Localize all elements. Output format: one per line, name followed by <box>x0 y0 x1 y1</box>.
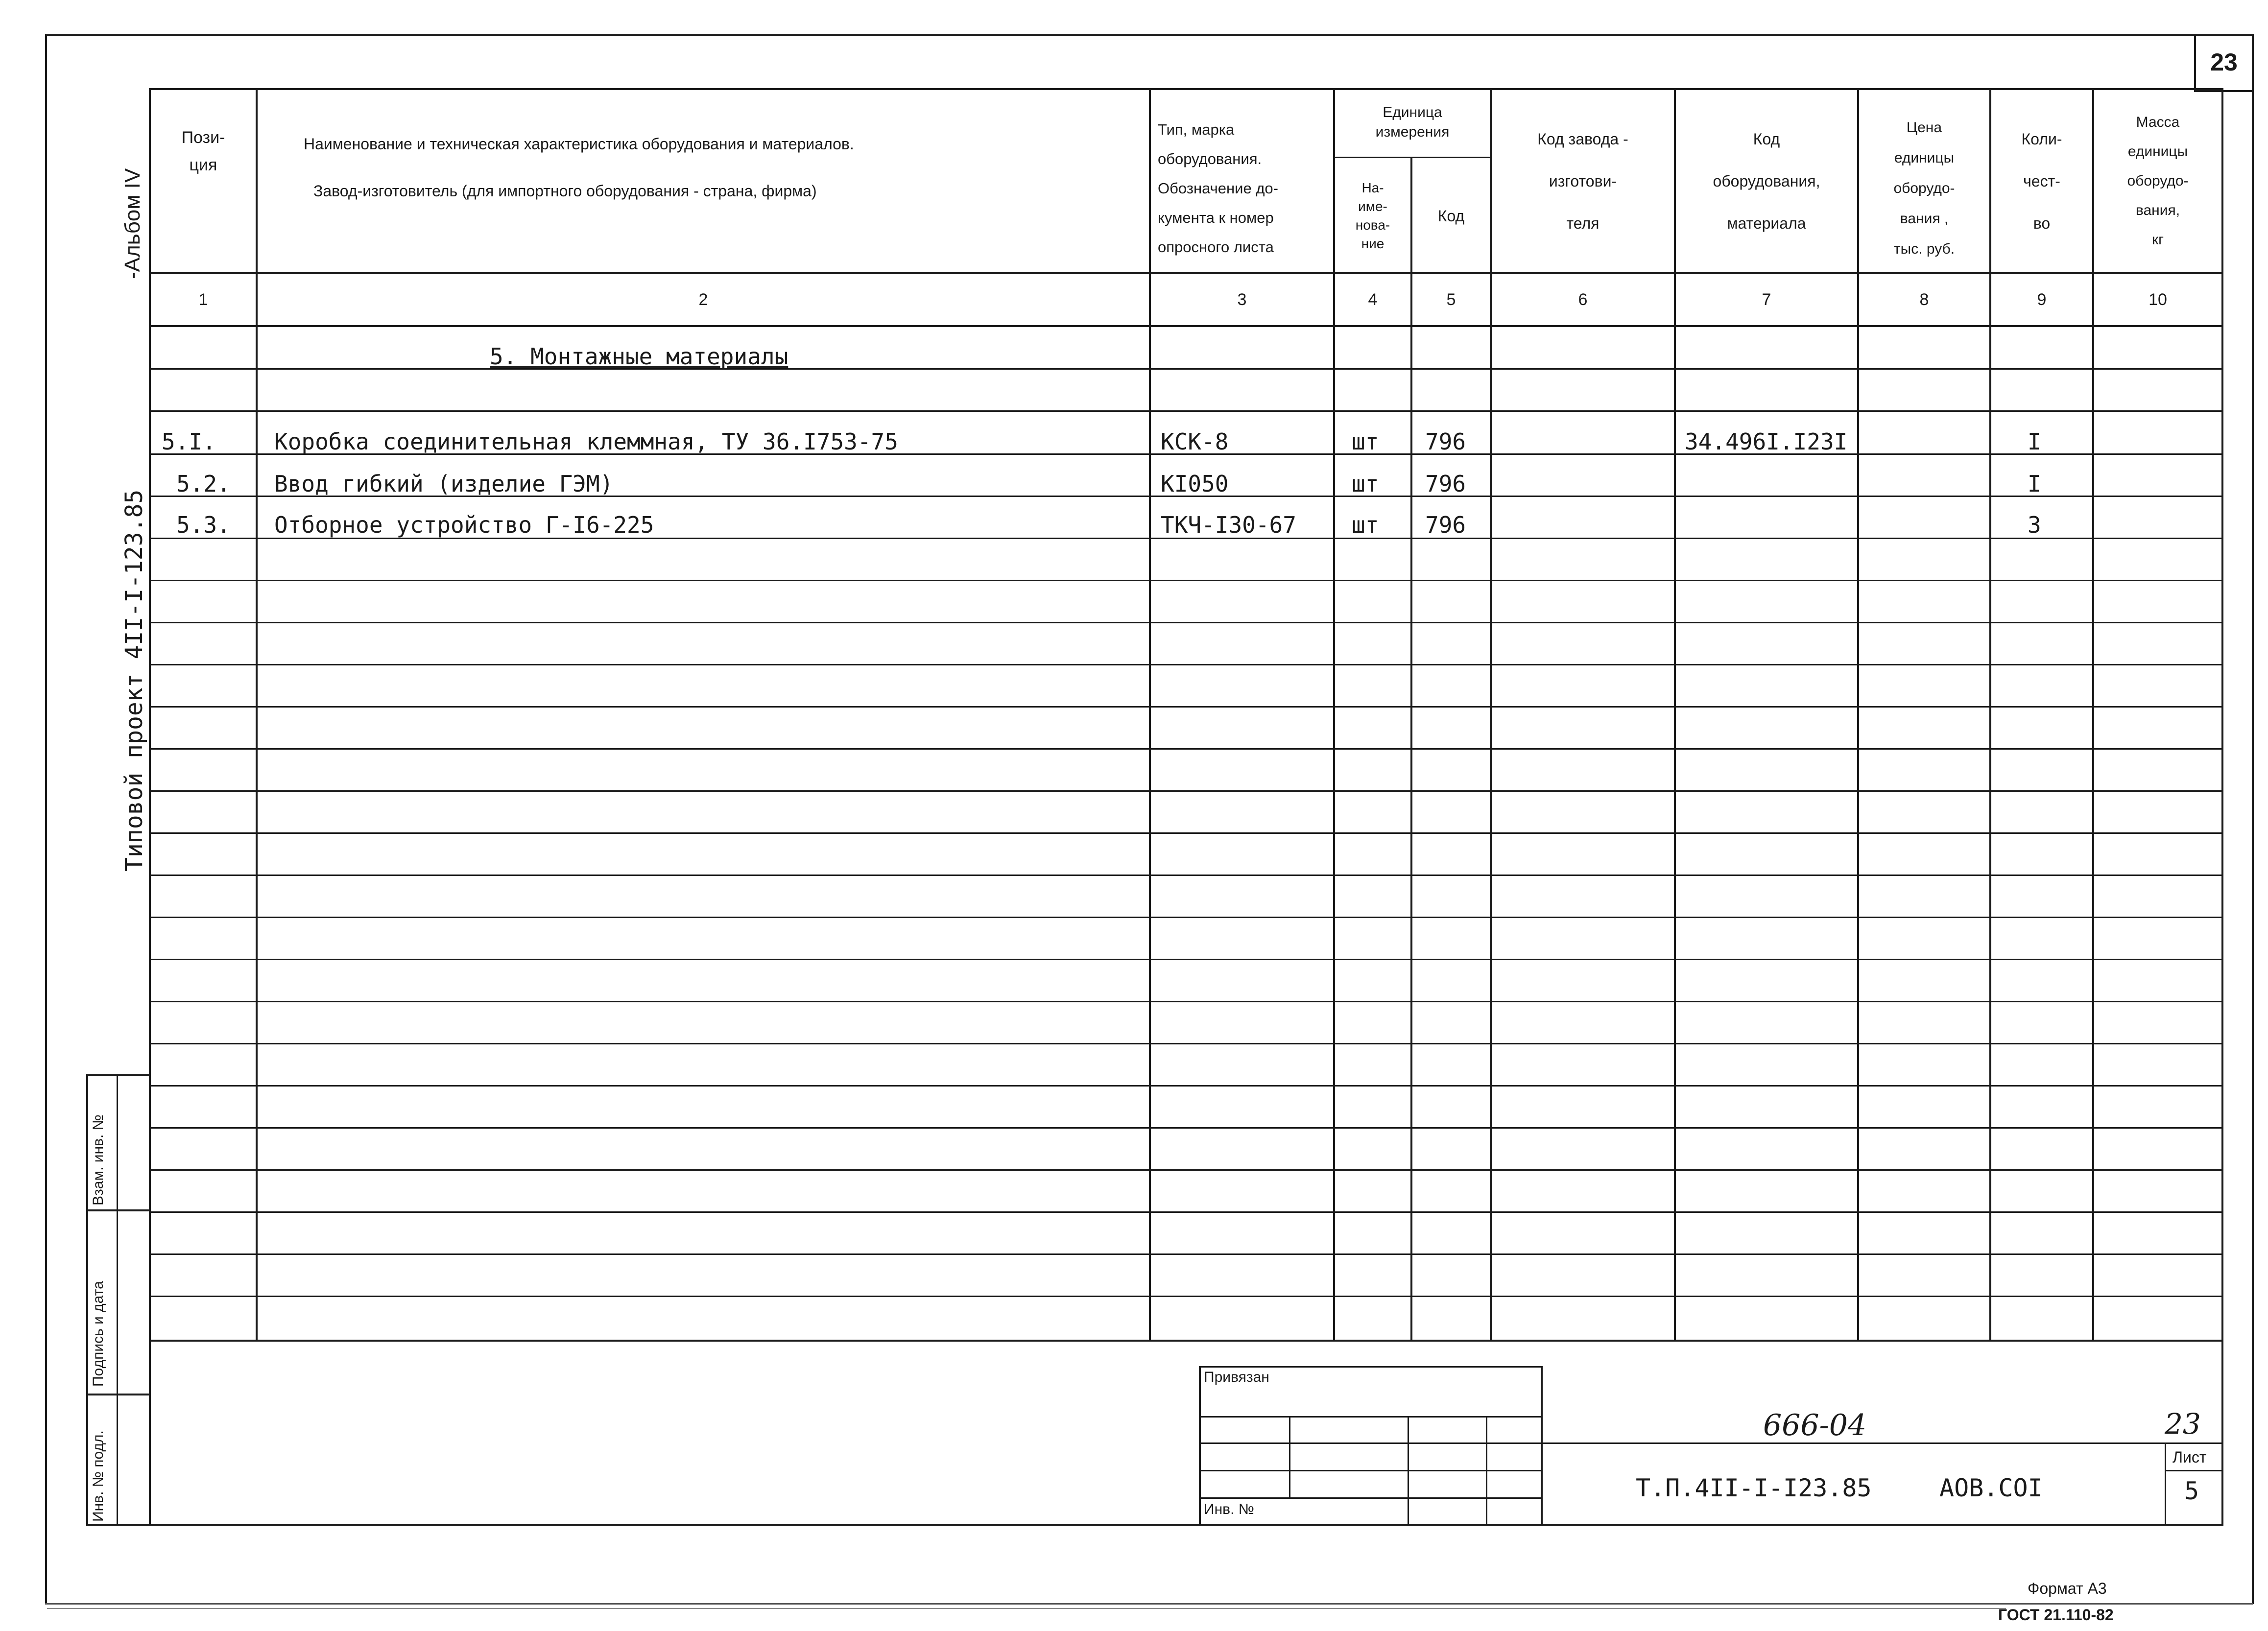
row-unit-code: 796 <box>1425 428 1466 455</box>
row-quantity: I <box>2028 428 2041 455</box>
row-unit: шт <box>1352 471 1379 497</box>
stamp-inv-replace: Взам. инв. № <box>90 1114 106 1206</box>
inv-label: Инв. № <box>1204 1501 1254 1517</box>
stamp-inv-original: Инв. № подл. <box>90 1430 106 1522</box>
header-name-line2: Завод-изготовитель (для импортного оборудования - страна, фирма) <box>313 182 817 200</box>
document-suffix: АОВ.СОI <box>1939 1474 2043 1502</box>
table-top <box>149 88 2223 90</box>
header-unit-code: Код <box>1437 207 1465 225</box>
header-unit-name: На- име- нова- ние <box>1355 180 1390 251</box>
row-type: КI050 <box>1161 471 1229 497</box>
row-quantity: I <box>2028 471 2041 497</box>
header-name-line1: Наименование и техническая характеристика оборудования и материалов. <box>304 135 854 153</box>
header-quantity: Коли- чест- во <box>2021 130 2062 232</box>
frame-bottom <box>45 1603 2253 1605</box>
colnum-3: 3 <box>1237 290 1247 309</box>
sheet-number: 5 <box>2184 1477 2199 1505</box>
frame-outer-dash <box>47 1608 2006 1609</box>
bound-label: Привязан <box>1204 1369 1269 1385</box>
row-position: 5.I. <box>162 428 216 455</box>
row-position: 5.2. <box>176 471 231 497</box>
table-bottom <box>149 1524 2223 1526</box>
stamp-signature-date: Подпись и дата <box>90 1281 106 1387</box>
handwritten-number: 666-04 <box>1763 1408 1867 1442</box>
colnum-7: 7 <box>1762 290 1771 309</box>
side-label-project: Типовой проект 4II-I-123.85 <box>120 489 148 872</box>
header-unit-group: Единица измерения <box>1375 104 1450 140</box>
section-title: 5. Монтажные материалы <box>490 343 788 370</box>
frame-top <box>45 34 2253 36</box>
row-position: 5.3. <box>176 512 231 538</box>
side-label-album: -Альбом IV <box>120 168 144 279</box>
row-unit: шт <box>1352 512 1379 538</box>
row-name: Ввод гибкий (изделие ГЭМ) <box>274 471 614 497</box>
header-equipment-code: Код оборудования, материала <box>1713 130 1820 232</box>
frame-right <box>2252 34 2254 1604</box>
row-quantity: 3 <box>2028 512 2041 538</box>
colnum-9: 9 <box>2037 290 2047 309</box>
header-mass: Масса единицы оборудо- вания, кг <box>2127 114 2189 248</box>
handwritten-sheet: 23 <box>2165 1407 2201 1441</box>
colnum-4: 4 <box>1368 290 1378 309</box>
header-type: Тип, марка оборудования. Обозначение до- кумента к номер опросного листа <box>1158 121 1278 256</box>
format-label: Формат А3 <box>2028 1580 2107 1597</box>
row-type: ТКЧ-I30-67 <box>1161 512 1296 538</box>
frame-left <box>45 34 47 1604</box>
table-right <box>2221 88 2223 1526</box>
gost-label: ГОСТ 21.110-82 <box>1998 1606 2114 1624</box>
colnum-2: 2 <box>698 290 708 309</box>
header-price: Цена единицы оборудо- вания , тыс. руб. <box>1893 119 1955 257</box>
row-unit: шт <box>1352 428 1379 455</box>
page-number: 23 <box>2210 48 2238 76</box>
header-factory-code: Код завода - изготови- теля <box>1537 130 1628 232</box>
colnum-5: 5 <box>1446 290 1456 309</box>
colnum-10: 10 <box>2149 290 2167 309</box>
row-unit-code: 796 <box>1425 512 1466 538</box>
row-type: КСК-8 <box>1161 428 1229 455</box>
header-position: Пози- ция <box>181 128 225 174</box>
row-name: Отборное устройство Г-I6-225 <box>274 512 654 538</box>
colnum-8: 8 <box>1919 290 1929 309</box>
sheet-label: Лист <box>2173 1448 2207 1466</box>
document-code: Т.П.4II-I-I23.85 <box>1636 1474 1872 1502</box>
colnum-1: 1 <box>198 290 208 309</box>
row-name: Коробка соединительная клеммная, ТУ 36.I753-75 <box>274 428 898 455</box>
row-unit-code: 796 <box>1425 471 1466 497</box>
row-equipment-code: 34.496I.I23I <box>1685 428 1848 455</box>
colnum-6: 6 <box>1578 290 1588 309</box>
